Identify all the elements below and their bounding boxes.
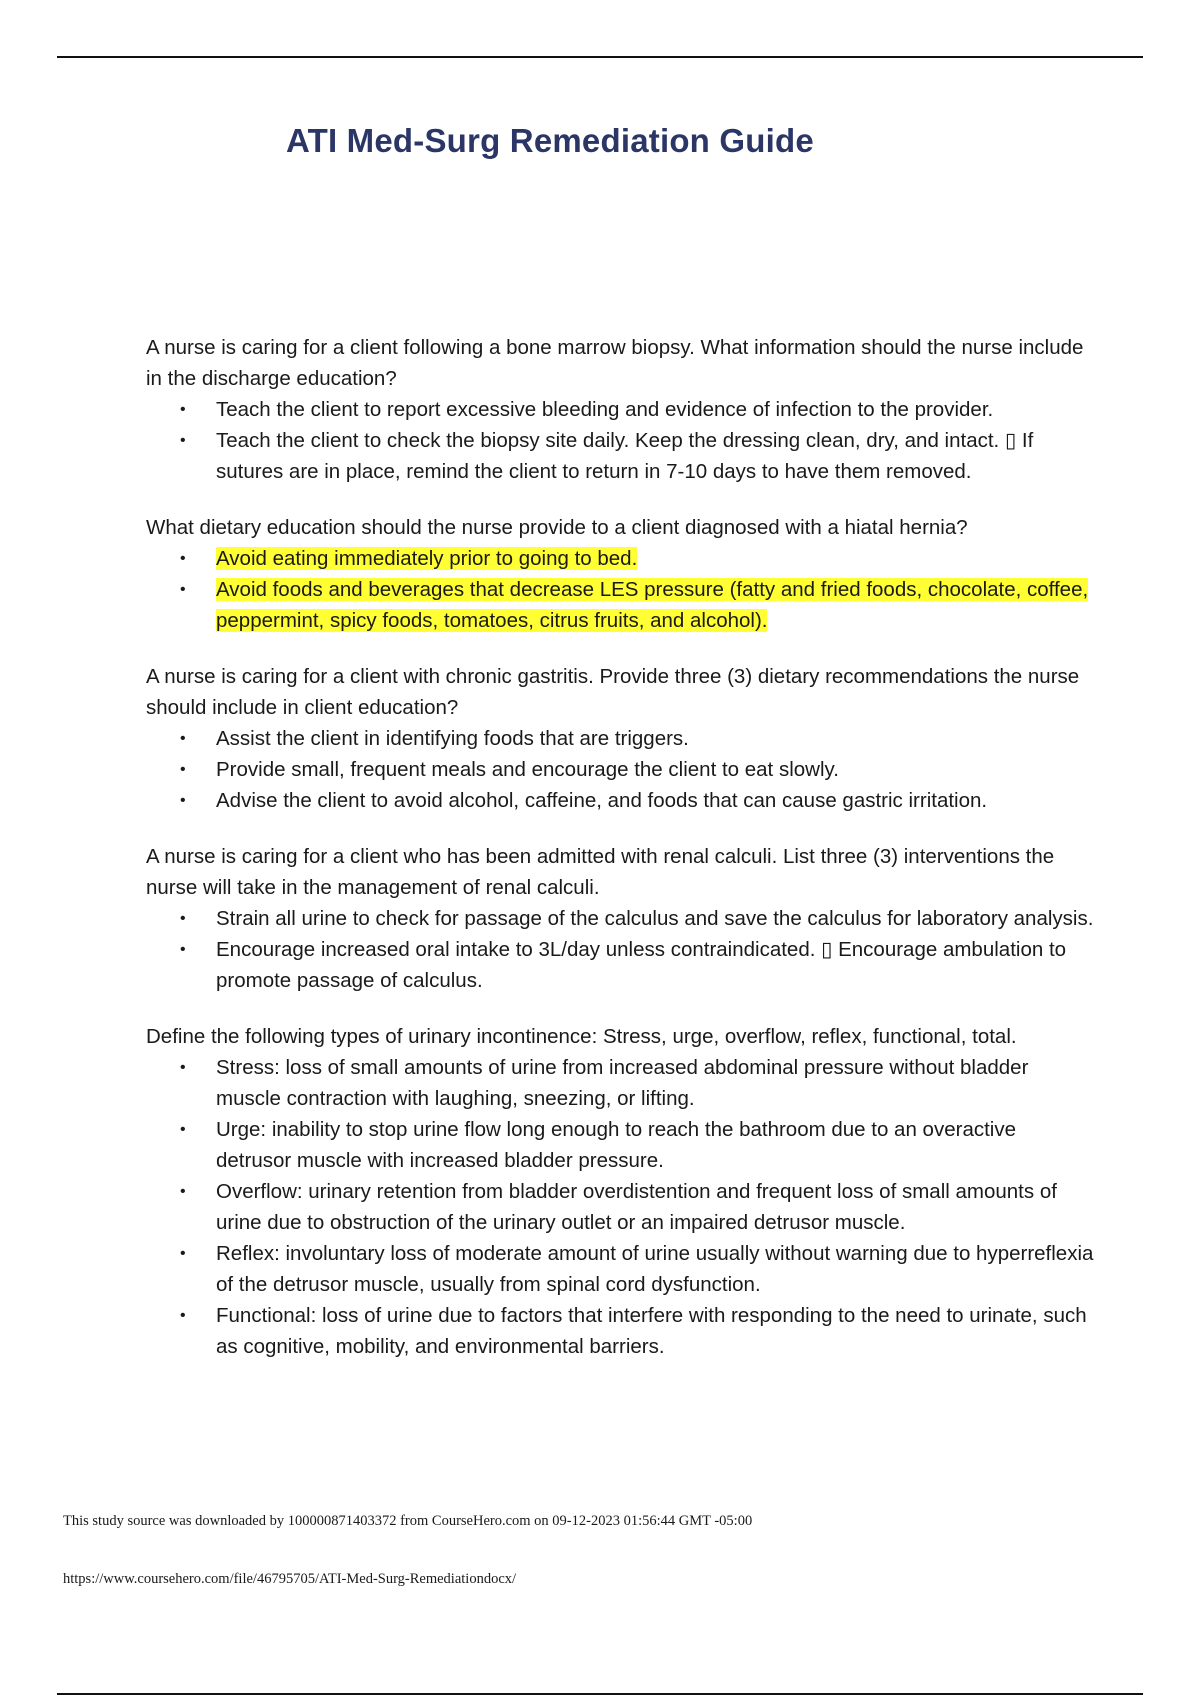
- list-item: [146, 1114, 1096, 1176]
- bullet-icon: •: [180, 1183, 186, 1200]
- highlighted-text: Avoid foods and beverages that decrease LES pressure (fatty and fried foods, chocolate, coffee, peppermint, spicy foods, tomatoes, citrus fruits, and alcohol).: [216, 578, 1089, 632]
- list-item: [146, 785, 1096, 816]
- bullet-icon: •: [180, 910, 186, 927]
- list-item: [146, 1300, 1096, 1362]
- list-item: [146, 543, 1096, 574]
- question-text: What dietary education should the nurse provide to a client diagnosed with a hiatal hernia?: [146, 516, 968, 539]
- section-urinary-incontinence: [146, 1021, 1096, 1362]
- bullet-icon: •: [180, 1245, 186, 1262]
- section-renal-calculi: [146, 841, 1096, 996]
- bullet-icon: •: [180, 1307, 186, 1324]
- list-item-text: Teach the client to report excessive bleeding and evidence of infection to the provider.: [216, 398, 994, 421]
- answer-list: [146, 1052, 1096, 1362]
- list-item: [146, 574, 1096, 636]
- bottom-rule: [57, 1693, 1143, 1695]
- list-item: [146, 394, 1096, 425]
- list-item-text: Assist the client in identifying foods that are triggers.: [216, 727, 689, 750]
- list-item: [146, 903, 1096, 934]
- source-url[interactable]: https://www.coursehero.com/file/46795705/ATI-Med-Surg-Remediationdocx/: [63, 1571, 517, 1587]
- list-item: [146, 1176, 1096, 1238]
- section-bone-marrow-biopsy: [146, 332, 1096, 487]
- bullet-icon: •: [180, 581, 186, 598]
- list-item-text: Overflow: urinary retention from bladder overdistention and frequent loss of small amounts of urine due to obstruction of the urinary outlet or an impaired detrusor muscle.: [216, 1180, 1057, 1234]
- list-item: [146, 754, 1096, 785]
- bullet-icon: •: [180, 1121, 186, 1138]
- list-item: [146, 1052, 1096, 1114]
- section-hiatal-hernia: [146, 512, 1096, 636]
- list-item: [146, 425, 1096, 487]
- bullet-icon: •: [180, 730, 186, 747]
- highlighted-text: Avoid eating immediately prior to going to bed.: [216, 547, 638, 570]
- answer-list: [146, 903, 1096, 996]
- question-text: A nurse is caring for a client following a bone marrow biopsy. What information should the nurse include in the discharge education?: [146, 336, 1084, 390]
- list-item: [146, 1238, 1096, 1300]
- document-body: [146, 332, 1096, 1387]
- list-item-text: Strain all urine to check for passage of the calculus and save the calculus for laboratory analysis.: [216, 907, 1094, 930]
- bullet-icon: •: [180, 941, 186, 958]
- list-item-text: Reflex: involuntary loss of moderate amount of urine usually without warning due to hyperreflexia of the detrusor muscle, usually from spinal cord dysfunction.: [216, 1242, 1094, 1296]
- bullet-icon: •: [180, 792, 186, 809]
- document-title: ATI Med-Surg Remediation Guide: [286, 122, 814, 159]
- list-item: [146, 723, 1096, 754]
- answer-list: [146, 543, 1096, 636]
- answer-list: [146, 723, 1096, 816]
- list-item-text: Teach the client to check the biopsy site daily. Keep the dressing clean, dry, and intact. ▯ If sutures are in place, remind the client to return in 7-10 days to have them removed.: [216, 429, 1034, 483]
- bullet-icon: •: [180, 761, 186, 778]
- list-item: [146, 934, 1096, 996]
- bullet-icon: •: [180, 432, 186, 449]
- question-text: Define the following types of urinary incontinence: Stress, urge, overflow, reflex, functional, total.: [146, 1025, 1017, 1048]
- list-item-text: Advise the client to avoid alcohol, caffeine, and foods that can cause gastric irritation.: [216, 789, 988, 812]
- list-item-text: Provide small, frequent meals and encourage the client to eat slowly.: [216, 758, 839, 781]
- list-item-text: Functional: loss of urine due to factors that interfere with responding to the need to urinate, such as cognitive, mobility, and environmental barriers.: [216, 1304, 1087, 1358]
- top-rule: [57, 56, 1143, 58]
- question-text: A nurse is caring for a client with chronic gastritis. Provide three (3) dietary recommendations the nurse should include in client education?: [146, 665, 1080, 719]
- bullet-icon: •: [180, 550, 186, 567]
- bullet-icon: •: [180, 1059, 186, 1076]
- list-item-text: Stress: loss of small amounts of urine from increased abdominal pressure without bladder muscle contraction with laughing, sneezing, or lifting.: [216, 1056, 1029, 1110]
- list-item-text: Urge: inability to stop urine flow long enough to reach the bathroom due to an overactive detrusor muscle with increased bladder pressure.: [216, 1118, 1016, 1172]
- section-chronic-gastritis: [146, 661, 1096, 816]
- bullet-icon: •: [180, 401, 186, 418]
- question-text: A nurse is caring for a client who has been admitted with renal calculi. List three (3) interventions the nurse will take in the management of renal calculi.: [146, 845, 1055, 899]
- download-notice: This study source was downloaded by 100000871403372 from CourseHero.com on 09-12-2023 01:56:44 GMT -05:00: [63, 1513, 753, 1529]
- answer-list: [146, 394, 1096, 487]
- list-item-text: Encourage increased oral intake to 3L/day unless contraindicated. ▯ Encourage ambulation to promote passage of calculus.: [216, 938, 1067, 992]
